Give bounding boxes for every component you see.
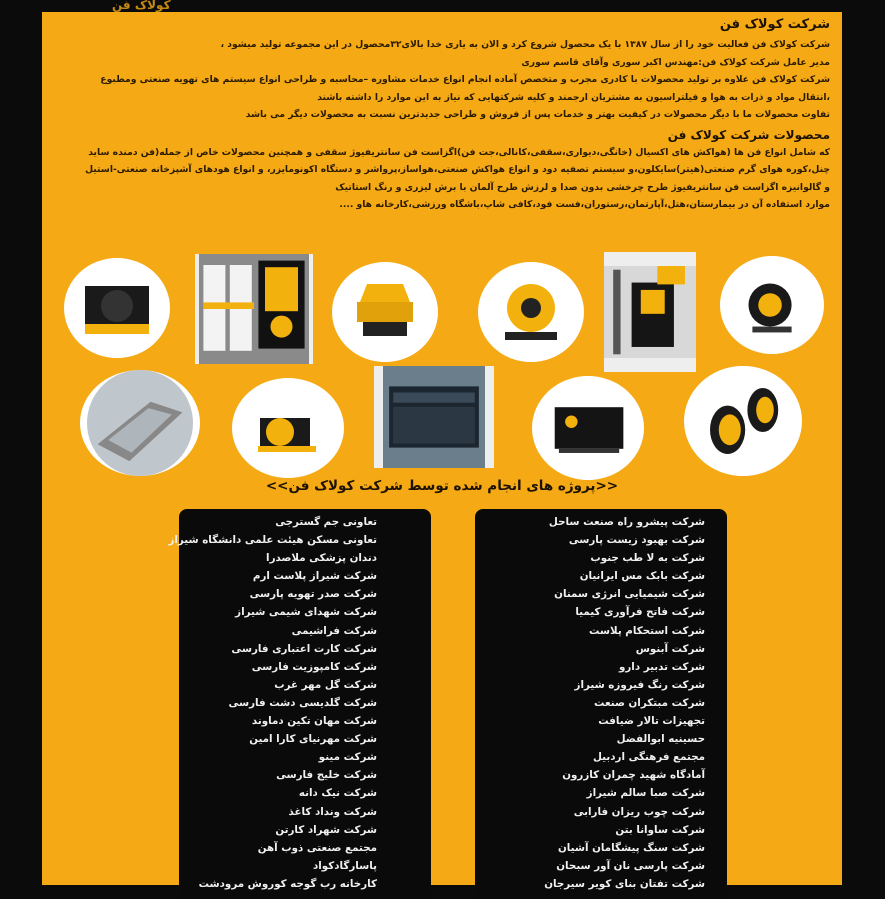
products-line: و گالوانیزه اگزاست فن سانتریفیوژ طرح چرخشی بدون صدا و لرزش طرح آلمان با برش لیزری و رنگ استاتیک (335, 181, 830, 193)
list-item: تجهیزات تالار ضیافت (598, 715, 705, 728)
intro-line: ،انتقال مواد و ذرات به هوا و فیلتراسیون به مشتریان ارجمند و کلیه شرکتهایی که نیاز به این موارد را داشته باشند (317, 91, 830, 103)
list-item: شرکت تفتان بنای کویر سیرجان (544, 877, 705, 890)
centrifugal-fan-black-photo (64, 258, 170, 358)
axial-fans-photo (684, 366, 802, 476)
projects-list-left (168, 509, 431, 899)
centrifugal-blower-photo (478, 262, 584, 362)
list-item: آمادگاه شهید چمران کازرون (562, 769, 705, 782)
list-item: شرکت مبتکران صنعت (594, 696, 705, 709)
list-item: پاسارگادکواد (312, 859, 377, 872)
intro-line: مدیر عامل شرکت کولاک فن:مهندس اکبر سوری وآقای قاسم سوری (521, 56, 830, 68)
dust-collector-bags-photo (195, 254, 313, 364)
list-item: شرکت بابک مس ایرانیان (579, 570, 705, 583)
list-item: شرکت کامپوزیت فارسی (251, 660, 377, 673)
list-item: تعاونی مسکن هیئت علمی دانشگاه شیراز (168, 534, 377, 547)
cyclone-unit-photo (604, 252, 696, 372)
list-item: دندان پزشکی ملاصدرا (266, 552, 377, 565)
list-item: شرکت مهرنیای کارا امین (249, 733, 377, 746)
fan-assembly-photo (232, 378, 344, 478)
list-item: شرکت استحکام پلاست (589, 624, 705, 637)
products-line: موارد استفاده آن در بیمارستان،هتل،آپارتمان،رستوران،فست فود،کافی شاپ،باشگاه ورزشی،کارخانه هاو .... (339, 199, 830, 210)
list-item: شرکت صبا سالم شیراز (586, 787, 705, 800)
list-item: تعاونی جم گسترجی (275, 516, 377, 528)
products-line: که شامل انواع فن ها (هواکش های اکسیال (خانگی،دیواری،سقفی،کانالی،جت فن)اگزاست فن سانتریفیوژ سقفی و همچنین محصولات خاص از جمله(فن دمنده ساید (88, 146, 830, 158)
list-item: شرکت شیمیایی انرژی سمنان (554, 588, 705, 601)
products-heading: محصولات شرکت کولاک فن (667, 127, 830, 142)
air-washer-cabinet-photo (532, 376, 644, 480)
intro-line: شرکت کولاک فن فعالیت خود را از سال ۱۳۸۷ با یک محصول شروع کرد و الان به یاری خدا بالای۳۲محصول در این مجموعه تولید میشود ، (220, 39, 830, 50)
intro-line: تفاوت محصولات ما با دیگر محصولات در کیفیت بهتر و خدمات پس از فروش و طراحی جدیدترین نسبت به محصولات دیگر می باشد (245, 109, 830, 120)
intro-section (50, 14, 830, 214)
list-item: شرکت آبنوس (635, 642, 705, 655)
list-item: شرکت صدر تهویه پارسی (249, 588, 377, 601)
projects-list-right (475, 509, 727, 899)
list-item: شرکت پیشرو راه صنعت ساحل (548, 516, 705, 528)
list-item: شرکت چوب ریزان فارابی (573, 805, 705, 818)
list-item: شرکت تدبیر دارو (618, 660, 705, 673)
kitchen-hood-duct-photo (80, 370, 200, 476)
list-item: مجتمع فرهنگی اردبیل (592, 751, 705, 764)
list-item: شرکت فاتح فرآوری کیمیا (575, 606, 705, 619)
list-item: شرکت مهان تکین دماوند (251, 715, 377, 728)
list-item: حسینیه ابوالفضل (616, 733, 705, 746)
list-item: شرکت رنگ فیروزه شیراز (574, 678, 705, 691)
list-item: شرکت ساوانا بتن (615, 823, 705, 836)
list-item: شرکت شیراز پلاست ارم (252, 570, 377, 583)
list-item: شرکت پارسی نان آور سبحان (556, 859, 705, 872)
list-item: شرکت کارت اعتباری فارسی (231, 642, 377, 655)
roof-exhaust-fan-photo (332, 262, 438, 362)
poster (42, 0, 842, 890)
air-handling-unit-photo (374, 366, 494, 468)
list-item: شرکت به لا طب جنوب (590, 552, 705, 565)
list-item: کارخانه رب گوجه کوروش مرودشت (198, 877, 377, 890)
small-centrifugal-fan-photo (720, 256, 824, 354)
list-item: شرکت شهدای شیمی شیراز (235, 606, 377, 619)
company-heading: شرکت کولاک فن (719, 17, 830, 32)
list-item: شرکت بهبود زیست پارسی (568, 534, 705, 547)
list-item: شرکت سنگ پیشگامان آشیان (558, 841, 705, 854)
projects-title: <<پروژه های انجام شده توسط شرکت کولاک فن>> (265, 478, 619, 494)
list-item: شرکت نیک دانه (298, 787, 377, 800)
list-item: شرکت ونداد کاغذ (288, 805, 377, 818)
list-item: شرکت شهراد کارتن (275, 823, 377, 836)
list-item: شرکت گل مهر غرب (274, 678, 377, 691)
intro-line: شرکت کولاک فن علاوه بر تولید محصولات با کادری مجرب و متخصص آماده انجام انواع خدمات مشاوره –محاسبه و طراحی انواع سیستم های تهویه صنعتی ومطبوع (100, 74, 830, 85)
products-line: چنل،کوره هوای گرم صنعتی(هیتر)سایکلون،و سیستم تصفیه دود و انواع هواکش صنعتی،هواساز،پرواشر و دستگاه اکونومایزر، و انواع هودهای آشپزخانه صنعتی-استیل (85, 164, 830, 175)
brand-logo: کولاک فن (112, 0, 171, 12)
list-item: شرکت فراشیمی (291, 624, 377, 637)
list-item: شرکت مینو (318, 751, 377, 764)
list-item: مجتمع صنعتی ذوب آهن (257, 841, 377, 854)
list-item: شرکت خلیج فارسی (276, 769, 377, 782)
list-item: شرکت گلدیسی دشت فارسی (228, 696, 377, 709)
